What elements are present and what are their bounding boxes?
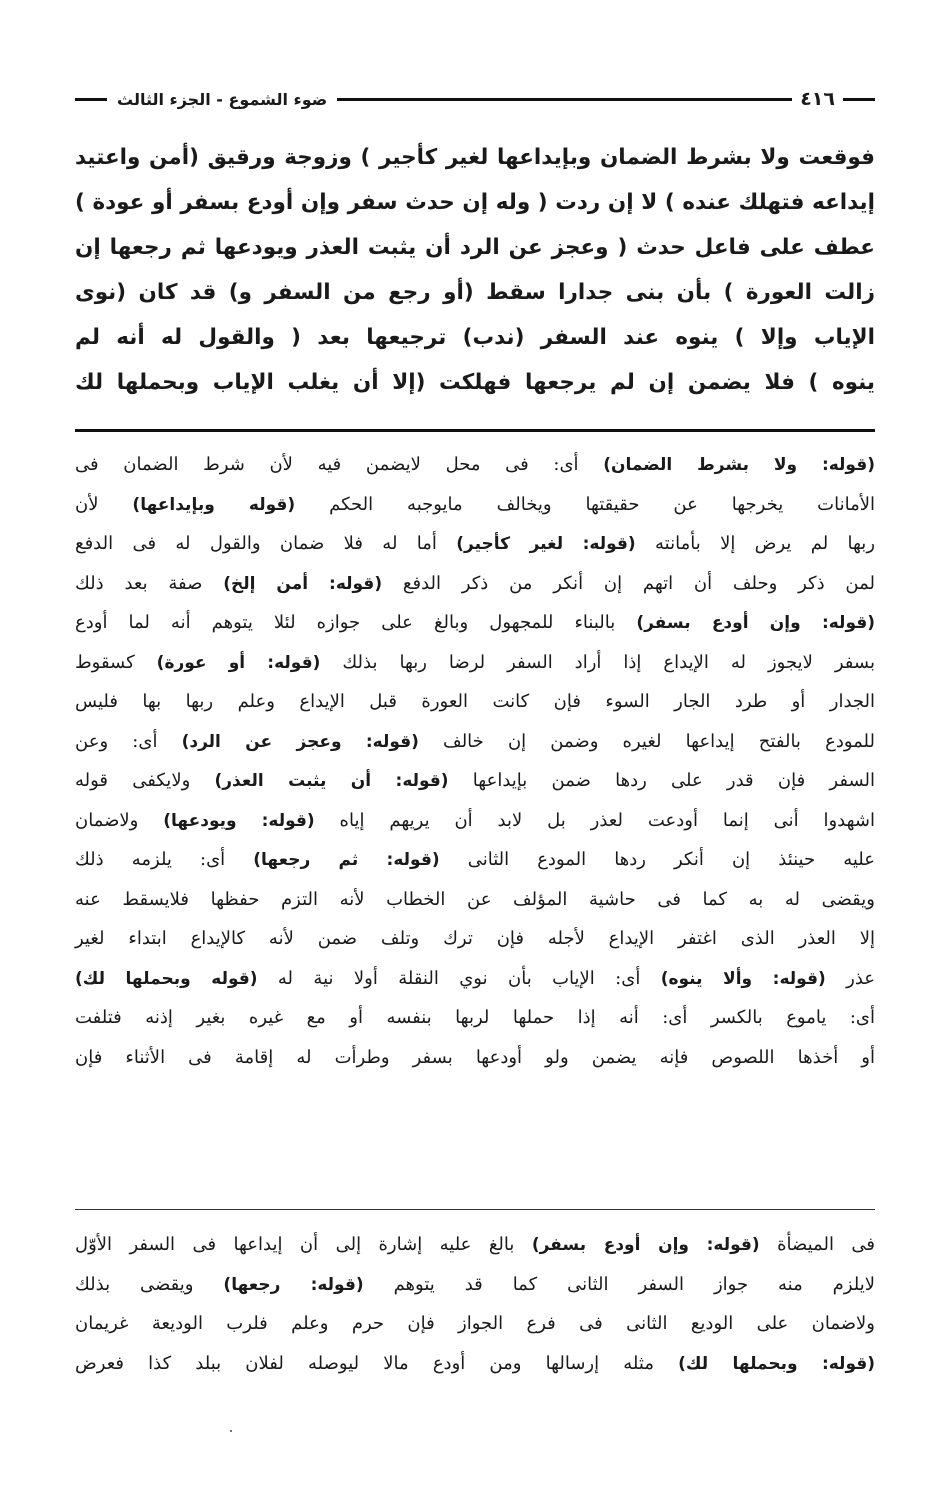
note-segment: لأن [75, 493, 133, 515]
main-line: إيداعه فتهلك عنده ) لا إن ردت ( وله إن حدث سفر وإن أودع بسفر أو عودة ) [75, 190, 875, 215]
note-line [75, 919, 875, 959]
note-line [75, 998, 875, 1038]
note-segment: بالبناء للمجهول وبالغ على جوازه لئلا يتوهم أنه لما أودع [75, 612, 637, 633]
running-title: ضوء الشموع - الجزء الثالث [117, 89, 328, 109]
quoted-lemma: (قوله: رجعها) [223, 1274, 364, 1295]
note-line [75, 1265, 875, 1305]
note-segment: ولاضمان [75, 809, 164, 831]
note-segment: كسقوط [75, 651, 157, 673]
print-speck [230, 1430, 232, 1432]
note-segment: بسفر لايجوز له الإيداع إذا أراد السفر لرضا ربها بذلك [320, 651, 875, 673]
note-segment: للمودع بالفتح إيداعها لغيره وضمن إن خالف [418, 730, 875, 752]
quoted-lemma: (قوله: ولا بشرط الضمان) [603, 455, 875, 475]
quoted-lemma: (قوله وبحملها لك) [75, 968, 258, 989]
main-line: الإياب وإلا ) ينوه عند السفر (ندب) ترجيعها بعد ( والقول له أنه لم [75, 325, 875, 350]
note-segment: ربها لم يرض إلا بأمانته [635, 533, 876, 554]
note-line [75, 840, 875, 880]
header-rule-right [843, 98, 875, 101]
note-segment: أى: فى محل لايضمن فيه لأن شرط الضمان فى [75, 454, 604, 475]
header-rule-middle [337, 98, 792, 101]
quoted-lemma: (قوله: لغير كأجير) [456, 534, 636, 554]
note-segment: الجدار أو طرد الجار السوء فإن كانت العورة قبل الإيداع وعلم ربها بها فليس [75, 691, 875, 712]
note-segment: ولايكفى قوله [75, 770, 215, 791]
note-line [75, 1038, 875, 1078]
note-line [75, 603, 875, 643]
note-line [75, 643, 875, 683]
note-segment: فى الميضأة [759, 1234, 875, 1255]
note-line [75, 564, 875, 604]
note-segment: الأمانات يخرجها عن حقيقتها ويخالف مايوجبه الحكم [295, 493, 875, 515]
note-segment: أى: يلزمه ذلك [75, 849, 254, 870]
page-header [75, 84, 875, 114]
note-segment: مثله إرسالها ومن أودع مالا ليوصله لفلان ببلد كذا فعرض [75, 1352, 679, 1374]
quoted-lemma: (قوله وبإيداعها) [132, 494, 296, 515]
note-line [75, 761, 875, 801]
main-line: فوقعت ولا بشرط الضمان وبإيداعها لغير كأجير ) وزوجة ورقيق (أمن واعتيد [75, 145, 875, 170]
quoted-lemma: (قوله: وإن أودع بسفر) [636, 613, 876, 633]
note-line [75, 445, 875, 485]
quoted-lemma: (قوله: وإن أودع بسفر) [531, 1235, 760, 1255]
footnote-text [75, 1225, 875, 1383]
quoted-lemma: (قوله: ثم رجعها) [253, 850, 440, 870]
note-segment: بالغ عليه إشارة إلى أن إيداعها فى السفر الأوّل [75, 1234, 532, 1255]
quoted-lemma: (قوله: أن يثبت العذر) [214, 771, 449, 791]
separator-rule [75, 429, 875, 432]
note-segment: أى: ياموع بالكسر أى: أنه إذا حملها لربها بنفسه أو مع غيره بغير إذنه فتلفت [75, 1007, 875, 1028]
note-segment: أو أخذها اللصوص فإنه يضمن ولو أودعها بسفر وطرأت له إقامة فى الأثناء فإن [75, 1046, 875, 1068]
note-segment: أى: وعن [75, 730, 182, 752]
quoted-lemma: (قوله: أمن إلخ) [223, 573, 383, 594]
quoted-lemma: (قوله: أو عورة) [156, 652, 321, 673]
note-line [75, 801, 875, 841]
note-segment: السفر فإن قدر على ردها ضمن بإيداعها [448, 770, 875, 791]
note-segment: ويقضى بذلك [75, 1273, 224, 1295]
header-rule-left [75, 98, 107, 101]
main-line: زالت العورة ) بأن بنى جدارا سقط (أو رجع من السفر و) قد كان (نوى [75, 280, 875, 305]
note-line [75, 880, 875, 920]
main-text [75, 135, 875, 405]
quoted-lemma: (قوله: وألا ينوه) [660, 968, 826, 989]
note-segment: عليه حينئذ إن أنكر ردها المودع الثانى [439, 849, 875, 870]
note-segment: صفة بعد ذلك [75, 572, 224, 594]
note-segment: لايلزم منه جواز السفر الثانى كما قد يتوهم [363, 1273, 875, 1295]
note-segment: إلا العذر الذى اغتفر الإيداع لأجله فإن ترك وتلف ضمن لأنه كالإيداع ابتداء لغير [75, 928, 875, 949]
note-line [75, 959, 875, 999]
note-segment: لمن ذكر وحلف أن اتهم إن أنكر من ذكر الدفع [382, 572, 875, 594]
footnote-rule [75, 1209, 875, 1210]
note-line [75, 1304, 875, 1344]
page-number: ٤١٦ [800, 88, 835, 110]
note-segment: اشهدوا أنى إنما أودعت لعذر بل لابد أن يريهم إياه [314, 809, 876, 831]
note-line [75, 524, 875, 564]
note-line [75, 722, 875, 762]
note-segment: ويقضى له به كما فى حاشية المؤلف عن الخطاب لأنه التزم حفظها فلايسقط عنه [75, 888, 875, 910]
note-line [75, 1225, 875, 1265]
note-segment: عذر [825, 967, 876, 989]
main-line: عطف على فاعل حدث ( وعجز عن الرد أن يثبت العذر ويودعها ثم رجعها إن [75, 235, 875, 260]
note-segment: أى: الإياب بأن نوي النقلة أولا نية له [257, 967, 661, 989]
quoted-lemma: (قوله: وعجز عن الرد) [181, 731, 419, 752]
commentary-text [75, 445, 875, 1077]
note-line [75, 1344, 875, 1384]
quoted-lemma: (قوله: ويودعها) [163, 810, 315, 831]
main-line: ينوه ) فلا يضمن إن لم يرجعها فهلكت (إلا أن يغلب الإياب وبحملها لك [75, 370, 875, 395]
note-segment: أما له فلا ضمان والقول له فى الدفع [75, 533, 457, 554]
note-line [75, 485, 875, 525]
note-segment: ولاضمان على الوديع الثانى فى فرع الجواز فإن حرم وعلم فلرب الوديعة غريمان [75, 1313, 875, 1334]
quoted-lemma: (قوله: وبحملها لك) [678, 1353, 876, 1374]
note-line [75, 682, 875, 722]
